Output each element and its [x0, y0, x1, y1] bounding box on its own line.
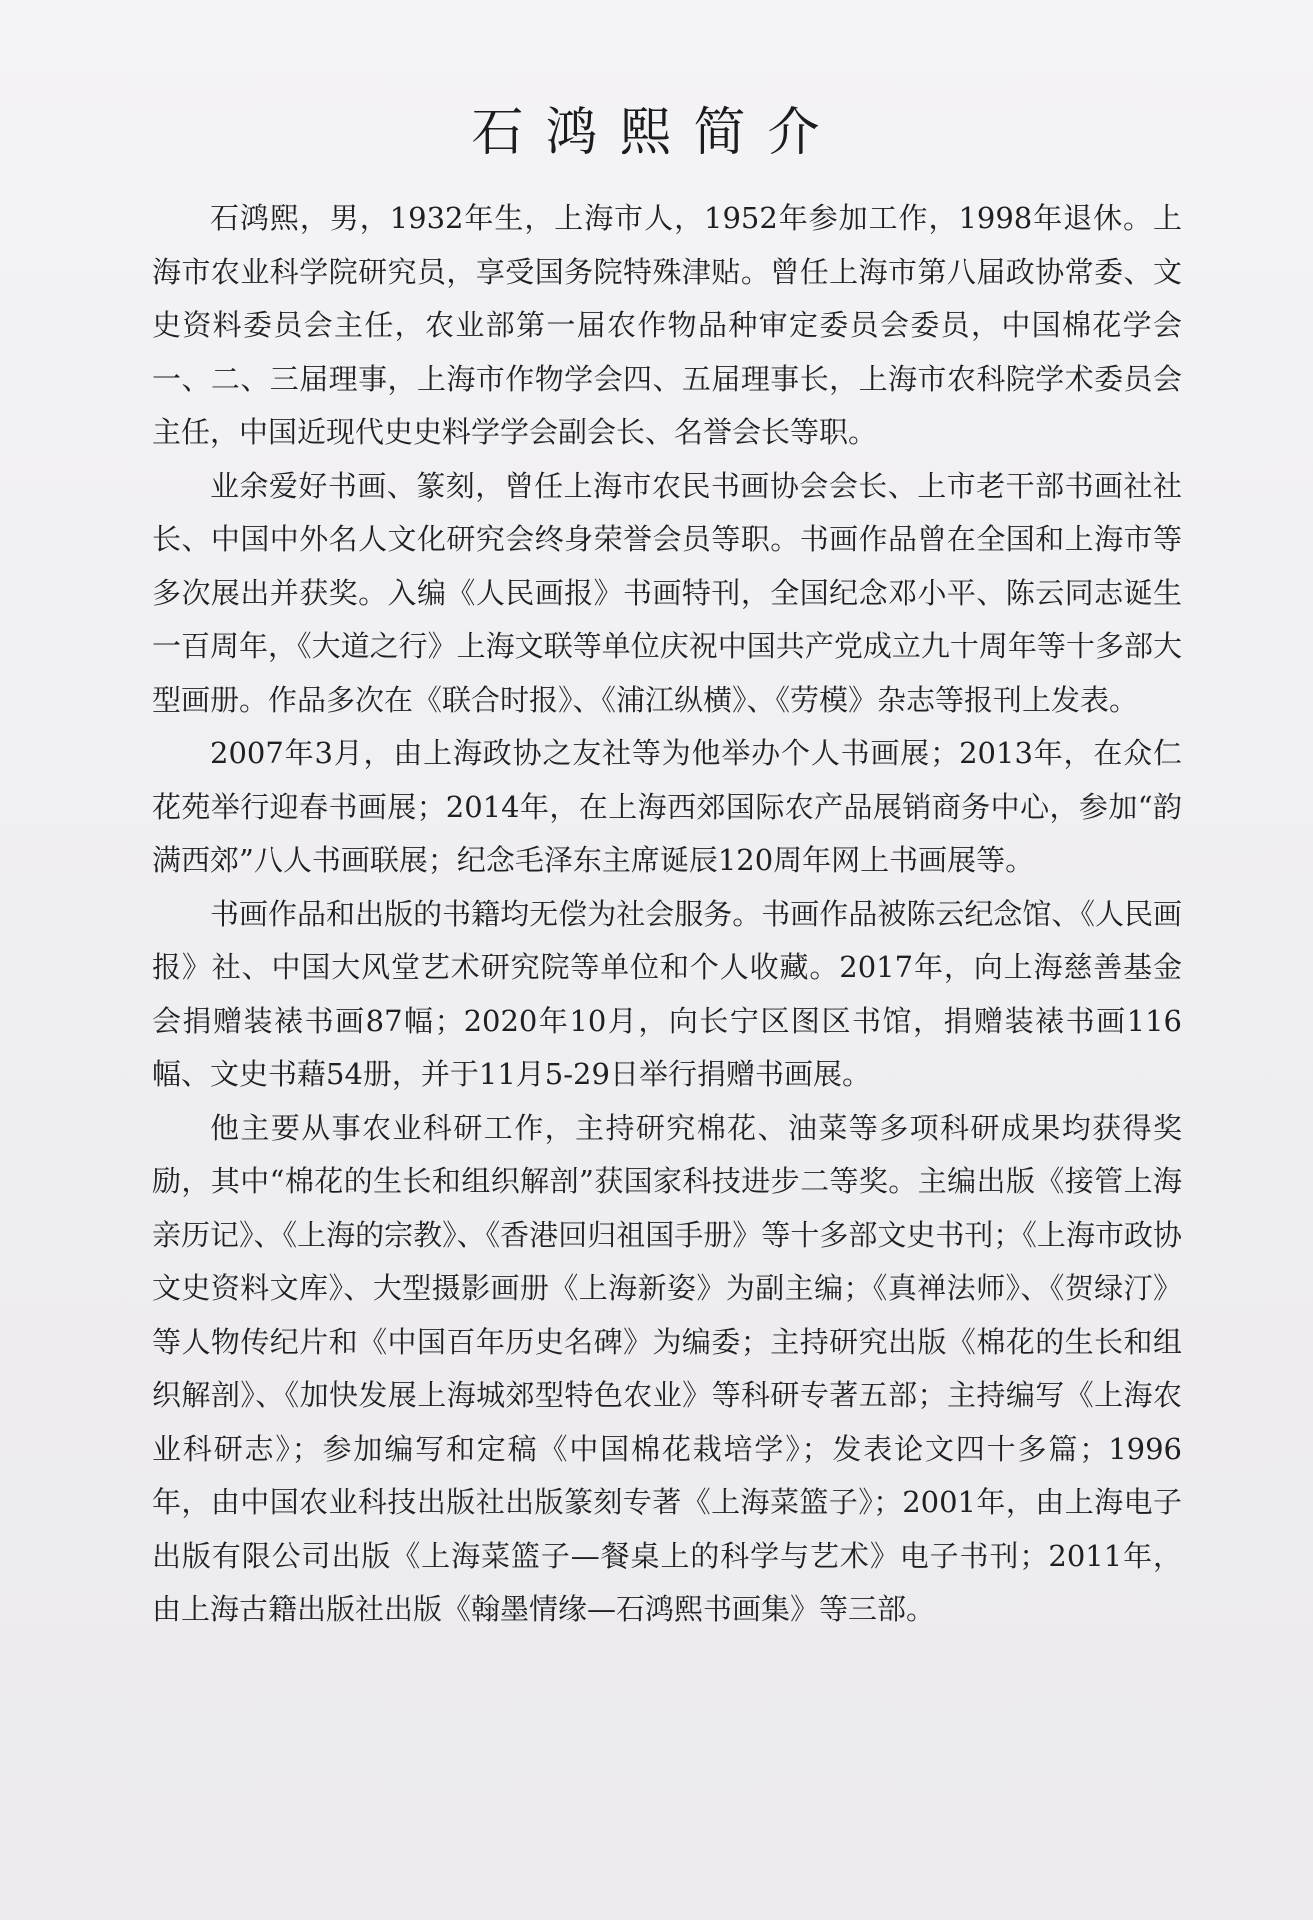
document-body [152, 192, 1182, 1637]
paragraph-hobbies: 业余爱好书画、篆刻，曾任上海市农民书画协会会长、上市老干部书画社社长、中国中外名人文化研究会终身荣誉会员等职。书画作品曾在全国和上海市等多次展出并获奖。入编《人民画报》书画特刊，全国纪念邓小平、陈云同志诞生一百周年，《大道之行》上海文联等单位庆祝中国共产党成立九十周年等十多部大型画册。作品多次在《联合时报》、《浦江纵横》、《劳模》杂志等报刊上发表。 [152, 468, 1182, 717]
paragraph-research: 他主要从事农业科研工作，主持研究棉花、油菜等多项科研成果均获得奖励，其中“棉花的生长和组织解剖”获国家科技进步二等奖。主编出版《接管上海亲历记》、《上海的宗教》、《香港回归祖国手册》等十多部文史书刊；《上海市政协文史资料文库》、大型摄影画册《上海新姿》为副主编；《真禅法师》、《贺绿汀》等人物传纪片和《中国百年历史名碑》为编委；主持研究出版《棉花的生长和组织解剖》、《加快发展上海城郊型特色农业》等科研专著五部；主持编写《上海农业科研志》；参加编写和定稿《中国棉花栽培学》；发表论文四十多篇；1996年，由中国农业科技出版社出版篆刻专著《上海菜篮子》；2001年，由上海电子出版有限公司出版《上海菜篮子—餐桌上的科学与艺术》电子书刊；2011年，由上海古籍出版社出版《翰墨情缘—石鸿熙书画集》等三部。 [152, 1110, 1182, 1626]
paragraph-donations: 书画作品和出版的书籍均无偿为社会服务。书画作品被陈云纪念馆、《人民画报》社、中国大风堂艺术研究院等单位和个人收藏。2017年，向上海慈善基金会捐赠装裱书画87幅；2020年10月，向长宁区图区书馆，捐赠装裱书画116幅、文史书藉54册，并于11月5-29日举行捐赠书画展。 [152, 896, 1182, 1091]
paragraph-exhibitions: 2007年3月，由上海政协之友社等为他举办个人书画展；2013年，在众仁花苑举行迎春书画展；2014年，在上海西郊国际农产品展销商务中心，参加“韵满西郊”八人书画联展；纪念毛泽东主席诞辰120周年网上书画展等。 [152, 736, 1182, 877]
document-title: 石鸿熙简介 [471, 103, 842, 163]
paragraph-bio: 石鸿熙，男，1932年生，上海市人，1952年参加工作，1998年退休。上海市农业科学院研究员，享受国务院特殊津贴。曾任上海市第八届政协常委、文史资料委员会主任，农业部第一届农作物品种审定委员会委员，中国棉花学会一、二、三届理事，上海市作物学会四、五届理事长，上海市农科院学术委员会主任，中国近现代史史料学学会副会长、名誉会长等职。 [152, 201, 1182, 449]
